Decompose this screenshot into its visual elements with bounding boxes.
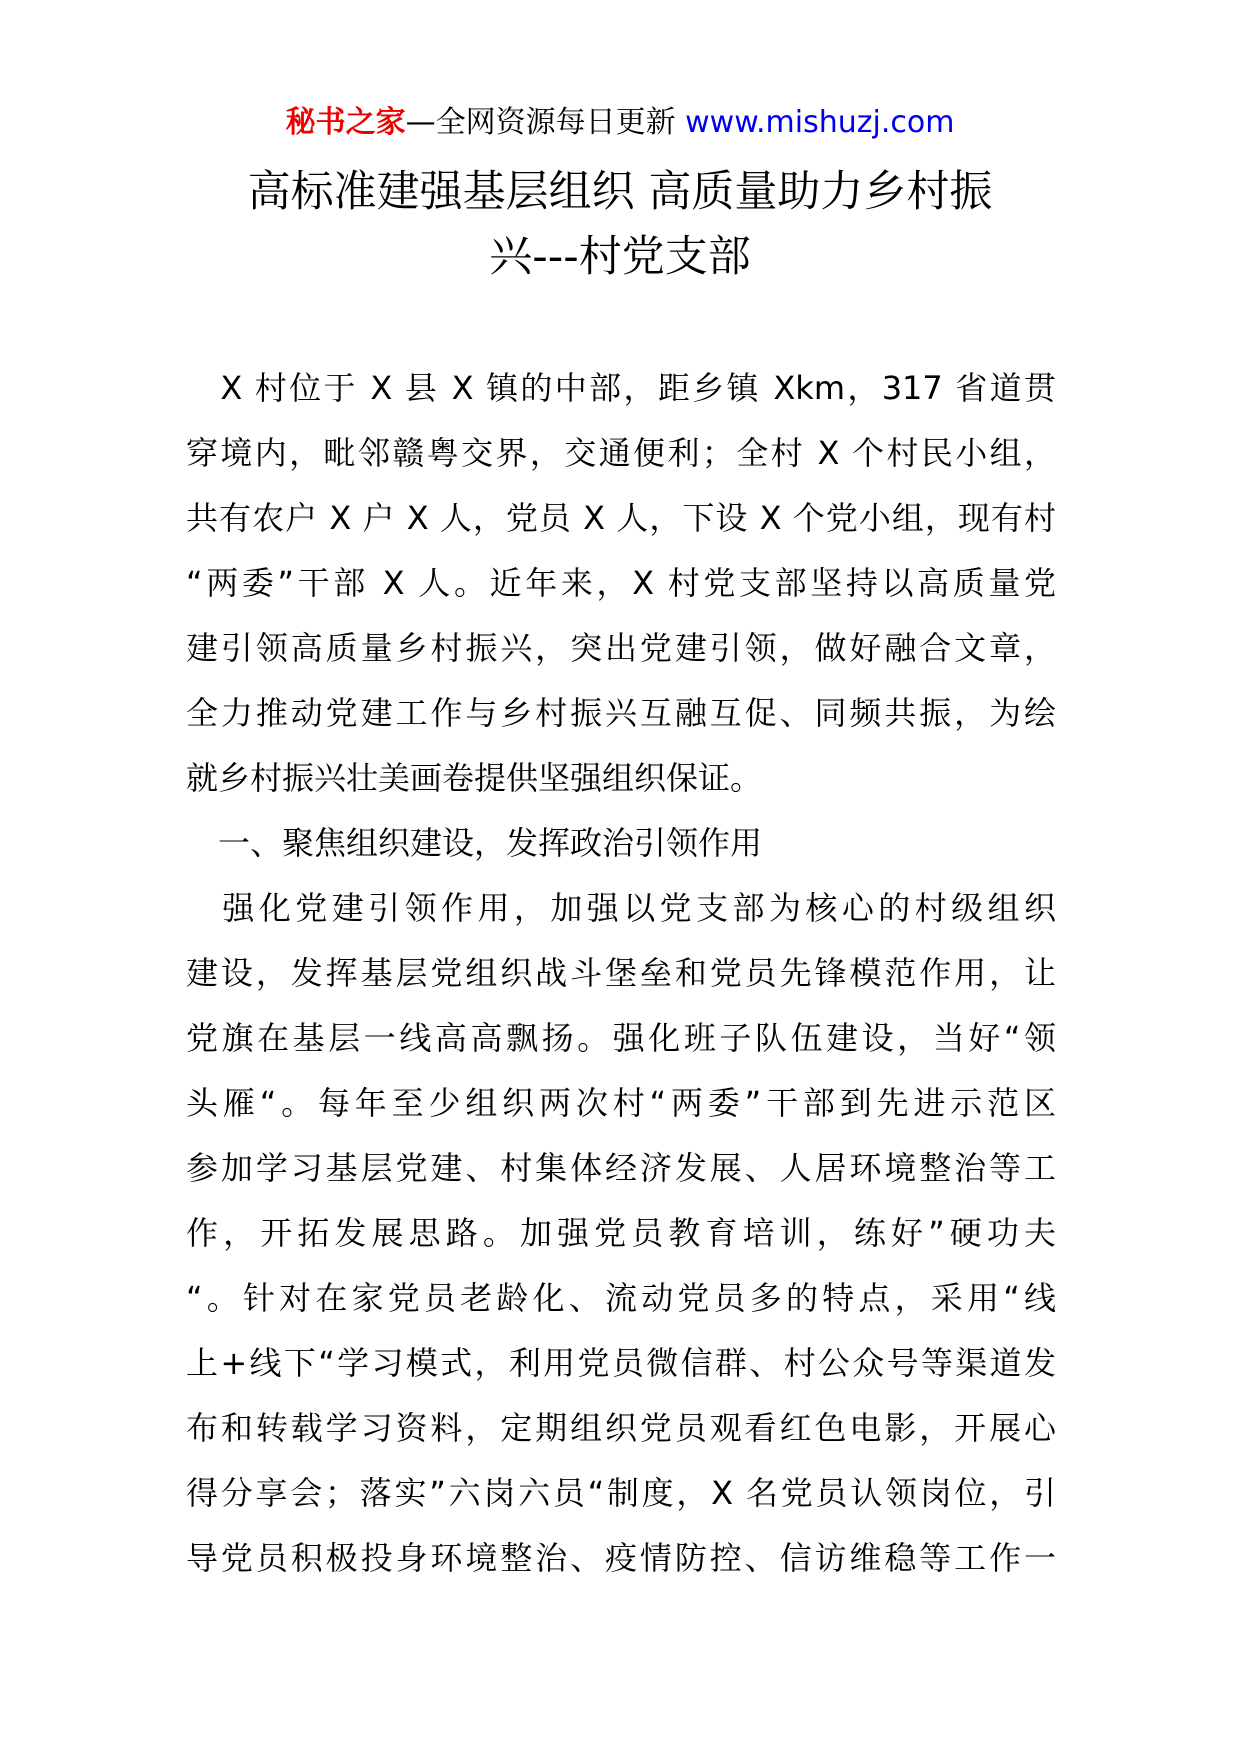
paragraph-line: X 村位于 X 县 X 镇的中部，距乡镇 Xkm，317 省道贯 — [186, 369, 1056, 407]
paragraph-line: 穿境内，毗邻赣粤交界，交通便利；全村 X 个村民小组， — [186, 434, 1056, 472]
document-body — [186, 356, 1056, 1591]
site-url-link[interactable]: www.mishuzj.com — [685, 105, 955, 140]
brand-name: 秘书之家 — [285, 105, 406, 140]
paragraph-line: 共有农户 X 户 X 人，党员 X 人，下设 X 个党小组，现有村 — [186, 499, 1056, 537]
paragraph-line: 布和转载学习资料，定期组织党员观看红色电影，开展心 — [186, 1409, 1056, 1447]
paragraph-line: 强化党建引领作用，加强以党支部为核心的村级组织 — [186, 889, 1056, 927]
paragraph-line: 得分享会；落实”六岗六员“制度，X 名党员认领岗位，引 — [186, 1474, 1056, 1512]
paragraph-line: 党旗在基层一线高高飘扬。强化班子队伍建设，当好“领 — [186, 1019, 1056, 1057]
document-title — [150, 160, 1090, 290]
paragraph-line: 作，开拓发展思路。加强党员教育培训，练好”硬功夫 — [186, 1214, 1056, 1252]
title-line-2: 兴---村党支部 — [489, 232, 751, 282]
paragraph-line: 建引领高质量乡村振兴，突出党建引领，做好融合文章， — [186, 629, 1056, 667]
title-line-1: 高标准建强基层组织 高质量助力乡村振 — [247, 167, 993, 217]
paragraph-organization — [186, 876, 1056, 1591]
paragraph-line: 就乡村振兴壮美画卷提供坚强组织保证。 — [186, 759, 763, 797]
header-banner — [0, 102, 1240, 144]
paragraph-line: 导党员积极投身环境整治、疫情防控、信访维稳等工作一 — [186, 1539, 1056, 1577]
paragraph-line: 建设，发挥基层党组织战斗堡垒和党员先锋模范作用，让 — [186, 954, 1056, 992]
paragraph-line: “。针对在家党员老龄化、流动党员多的特点，采用“线 — [186, 1279, 1056, 1317]
paragraph-line: 全力推动党建工作与乡村振兴互融互促、同频共振，为绘 — [186, 694, 1056, 732]
paragraph-intro — [186, 356, 1056, 811]
paragraph-line: 上+线下“学习模式，利用党员微信群、村公众号等渠道发 — [186, 1344, 1056, 1382]
header-tagline: —全网资源每日更新 — [405, 105, 686, 140]
paragraph-line: 头雁“。每年至少组织两次村“两委”干部到先进示范区 — [186, 1084, 1056, 1122]
paragraph-line: 参加学习基层党建、村集体经济发展、人居环境整治等工 — [186, 1149, 1056, 1187]
section-heading: 一、聚焦组织建设，发挥政治引领作用 — [186, 824, 763, 862]
paragraph-line: “两委”干部 X 人。近年来，X 村党支部坚持以高质量党 — [186, 564, 1056, 602]
